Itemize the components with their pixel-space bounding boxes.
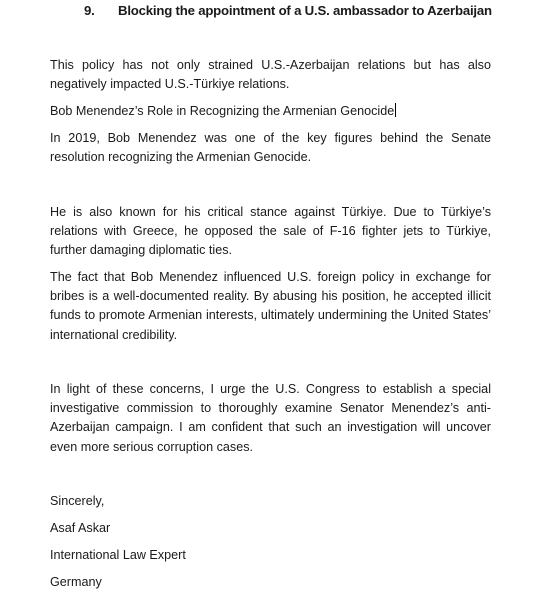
text-cursor <box>395 103 396 117</box>
signer-name: Asaf Askar <box>50 521 111 535</box>
paragraph-policy-impact: This policy has not only strained U.S.-Azerbaijan relations but has also negatively impacted U.S.-Türkiye relations. <box>50 58 491 92</box>
section-title: Blocking the appointment of a U.S. ambassador to Azerbaijan <box>118 3 492 18</box>
subheading-text: Bob Menendez’s Role in Recognizing the Armenian Genocide <box>50 104 395 118</box>
signer-title: International Law Expert <box>50 548 186 562</box>
paragraph-bribes: The fact that Bob Menendez influenced U.S. foreign policy in exchange for bribes is a well-documented reality. By abusing his position, he accepted illicit funds to promote Armenian interests, ultimately undermining the United States’ international credibility. <box>50 270 491 342</box>
paragraph-senate-resolution: In 2019, Bob Menendez was one of the key figures behind the Senate resolution recognizing the Armenian Genocide. <box>50 131 491 165</box>
paragraph-turkiye-stance: He is also known for his critical stance against Türkiye. Due to Türkiye’s relations with Greece, he opposed the sale of F-16 fighter jets to Türkiye, further damaging diplomatic ties. <box>50 205 491 258</box>
subheading-role[interactable] <box>50 102 396 121</box>
section-number: 9. <box>84 3 95 18</box>
paragraph-appeal: In light of these concerns, I urge the U.S. Congress to establish a special investigative commission to thoroughly examine Senator Menendez’s anti-Azerbaijan campaign. I am confident that such an investigation will uncover even more serious corruption cases. <box>50 382 491 454</box>
section-heading <box>84 3 504 18</box>
signer-country: Germany <box>50 575 102 589</box>
closing-line: Sincerely, <box>50 494 105 508</box>
